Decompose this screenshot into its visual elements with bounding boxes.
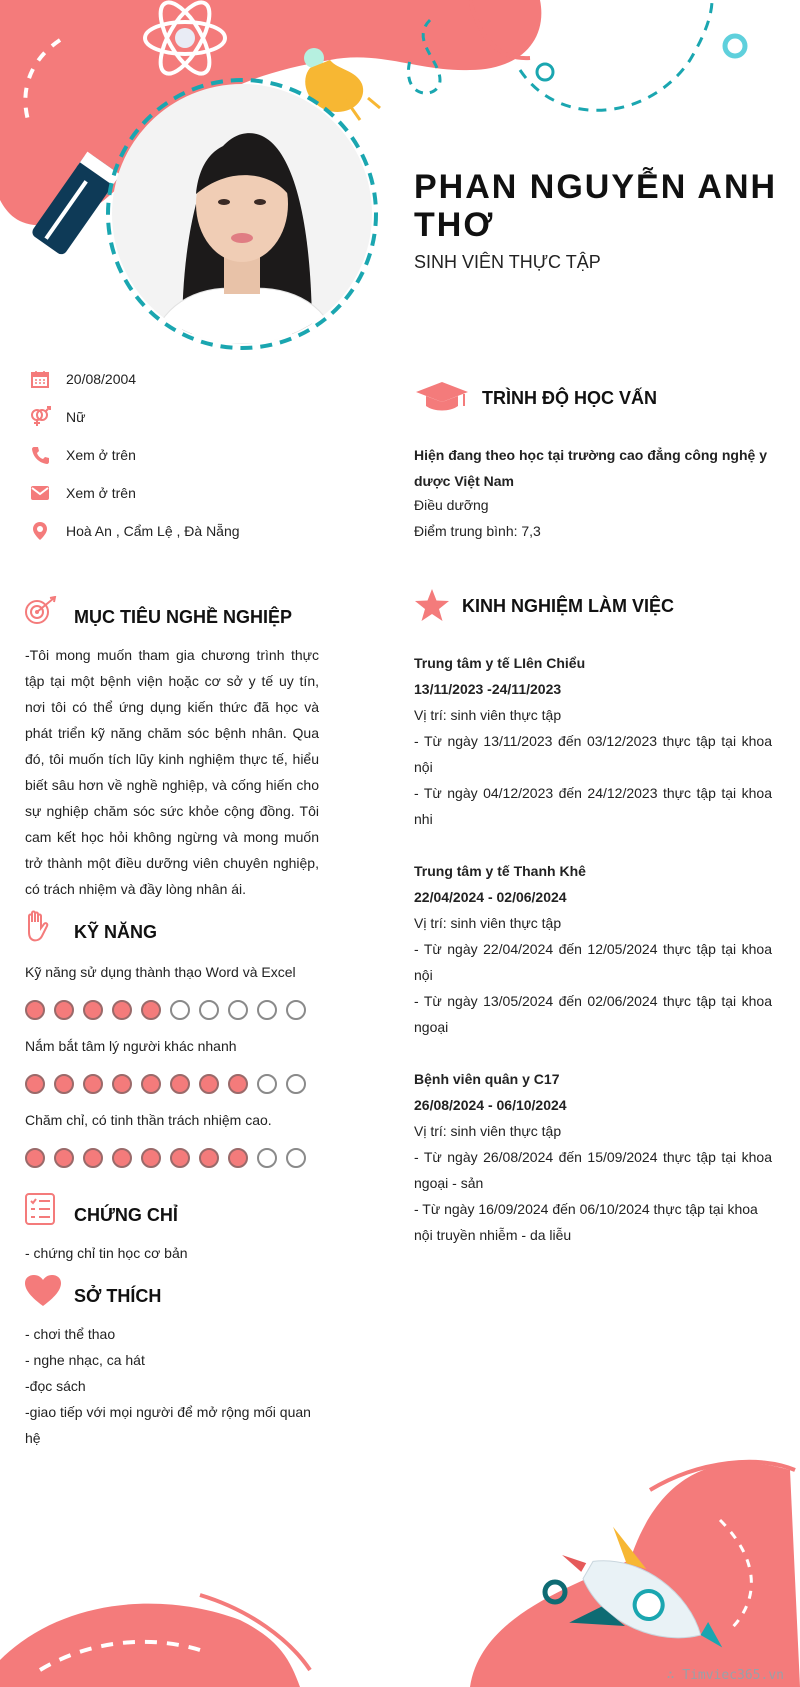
education-gpa: Điểm trung bình: 7,3	[414, 523, 541, 539]
profile-photo	[112, 84, 372, 344]
rating-dot-filled	[141, 1148, 161, 1168]
email-value: Xem ở trên	[66, 485, 136, 501]
candidate-role: SINH VIÊN THỰC TẬP	[414, 252, 601, 272]
contact-address	[26, 518, 240, 544]
rating-dot-filled	[112, 1074, 132, 1094]
rating-dot-filled	[199, 1074, 219, 1094]
rating-dot-empty	[228, 1000, 248, 1020]
experience-detail: - Từ ngày 04/12/2023 đến 24/12/2023 thực tập tại khoa nhi	[414, 785, 772, 827]
experience-org: Trung tâm y tế Thanh Khê	[414, 863, 586, 879]
experience-dates: 13/11/2023 -24/11/2023	[414, 681, 562, 697]
rating-dot-filled	[228, 1148, 248, 1168]
skill-label: Chăm chỉ, có tinh thần trách nhiệm cao.	[25, 1112, 272, 1128]
contact-gender	[26, 404, 85, 430]
rating-dot-empty	[286, 1148, 306, 1168]
rating-dot-empty	[286, 1000, 306, 1020]
hobbies-title: SỞ THÍCH	[74, 1286, 162, 1306]
experience-org: Bệnh viên quân y C17	[414, 1071, 560, 1087]
candidate-name: PHAN NGUYỄN ANH THƠ	[414, 168, 778, 244]
watermark: ∴ Timviec365.vn	[666, 1668, 784, 1683]
rating-dot-filled	[54, 1000, 74, 1020]
hobby-item: - nghe nhạc, ca hát	[25, 1352, 145, 1368]
objective-title: MỤC TIÊU NGHỀ NGHIỆP	[74, 607, 293, 627]
skill-label: Kỹ năng sử dụng thành thạo Word và Excel	[25, 964, 296, 980]
calendar-icon	[26, 368, 54, 390]
target-icon	[24, 596, 58, 631]
rating-dot-filled	[199, 1148, 219, 1168]
rating-dot-filled	[141, 1000, 161, 1020]
rating-dot-filled	[83, 1148, 103, 1168]
skill-label: Nắm bắt tâm lý người khác nhanh	[25, 1038, 237, 1054]
rating-dot-filled	[54, 1074, 74, 1094]
experience-dates: 22/04/2024 - 02/06/2024	[414, 889, 567, 905]
phone-value: Xem ở trên	[66, 447, 136, 463]
experience-position: Vị trí: sinh viên thực tập	[414, 707, 562, 723]
hand-icon	[24, 910, 50, 947]
experience-detail: - Từ ngày 13/05/2024 đến 02/06/2024 thực tập tại khoa ngoại	[414, 993, 772, 1035]
certificate-item: - chứng chỉ tin học cơ bản	[25, 1245, 188, 1261]
experience-title: KINH NGHIỆM LÀM VIỆC	[462, 596, 675, 616]
experience-detail: - Từ ngày 16/09/2024 đến 06/10/2024 thực tập tại khoa nội truyền nhiễm - da liễu	[414, 1201, 758, 1243]
rating-dot-filled	[228, 1074, 248, 1094]
rating-dot-empty	[257, 1000, 277, 1020]
hobby-item: -giao tiếp với mọi người để mở rộng mối quan hệ	[25, 1404, 311, 1446]
objective-text: -Tôi mong muốn tham gia chương trình thực tập tại một bệnh viện hoặc cơ sở y tế uy tín, nơi tôi có thể ứng dụng kiến thức đã học và phát triển kỹ năng chăm sóc bệnh nhân. Qua đó, tôi muốn tích lũy kinh nghiệm thực tế, hiểu biết sâu hơn về nghề nghiệp, và cống hiến cho sự nghiệp chăm sóc sức khỏe cộng đồng. Tôi cam kết học hỏi không ngừng và mong muốn trở thành một điều dưỡng viên chuyên nghiệp, có trách nhiệm và đầy lòng nhân ái.	[25, 647, 319, 897]
skill-rating	[25, 1000, 306, 1020]
gender-value: Nữ	[66, 409, 86, 425]
experience-position: Vị trí: sinh viên thực tập	[414, 915, 562, 931]
skills-title: KỸ NĂNG	[74, 922, 158, 942]
contact-phone	[26, 442, 136, 468]
graduation-cap-icon	[414, 380, 470, 419]
rating-dot-filled	[112, 1000, 132, 1020]
rating-dot-filled	[83, 1000, 103, 1020]
rating-dot-filled	[170, 1074, 190, 1094]
rating-dot-filled	[25, 1000, 45, 1020]
birthdate-value: 20/08/2004	[66, 371, 137, 387]
experience-detail: - Từ ngày 22/04/2024 đến 12/05/2024 thực tập tại khoa nội	[414, 941, 772, 983]
rating-dot-filled	[25, 1148, 45, 1168]
rating-dot-filled	[54, 1148, 74, 1168]
rating-dot-empty	[257, 1148, 277, 1168]
rating-dot-filled	[112, 1148, 132, 1168]
experience-dates: 26/08/2024 - 06/10/2024	[414, 1097, 567, 1113]
hobby-item: - chơi thể thao	[25, 1326, 116, 1342]
education-major: Điều dưỡng	[414, 497, 489, 513]
rating-dot-filled	[141, 1074, 161, 1094]
experience-position: Vị trí: sinh viên thực tập	[414, 1123, 562, 1139]
rating-dot-empty	[257, 1074, 277, 1094]
contact-birthdate	[26, 366, 136, 392]
star-icon	[414, 588, 450, 627]
phone-icon	[26, 444, 54, 466]
experience-detail: - Từ ngày 13/11/2023 đến 03/12/2023 thực tập tại khoa nội	[414, 733, 772, 775]
rating-dot-empty	[170, 1000, 190, 1020]
skill-rating	[25, 1148, 306, 1168]
rating-dot-filled	[170, 1148, 190, 1168]
rating-dot-empty	[286, 1074, 306, 1094]
location-pin-icon	[26, 520, 54, 542]
hobby-item: -đọc sách	[25, 1378, 86, 1394]
education-school: Hiện đang theo học tại trường cao đẳng công nghệ y dược Việt Nam	[414, 447, 767, 489]
skill-rating	[25, 1074, 306, 1094]
certificates-title: CHỨNG CHỈ	[74, 1205, 178, 1225]
rating-dot-filled	[25, 1074, 45, 1094]
checklist-icon	[24, 1192, 56, 1231]
experience-org: Trung tâm y tế LIên Chiểu	[414, 655, 586, 671]
heart-icon	[24, 1274, 62, 1313]
rating-dot-empty	[199, 1000, 219, 1020]
gender-icon	[26, 406, 54, 428]
contact-email	[26, 480, 136, 506]
education-title: TRÌNH ĐỘ HỌC VẤN	[482, 388, 657, 408]
email-icon	[26, 482, 54, 504]
rating-dot-filled	[83, 1074, 103, 1094]
address-value: Hoà An , Cẩm Lệ , Đà Nẵng	[66, 523, 240, 539]
experience-detail: - Từ ngày 26/08/2024 đến 15/09/2024 thực tập tại khoa ngoại - sản	[414, 1149, 772, 1191]
